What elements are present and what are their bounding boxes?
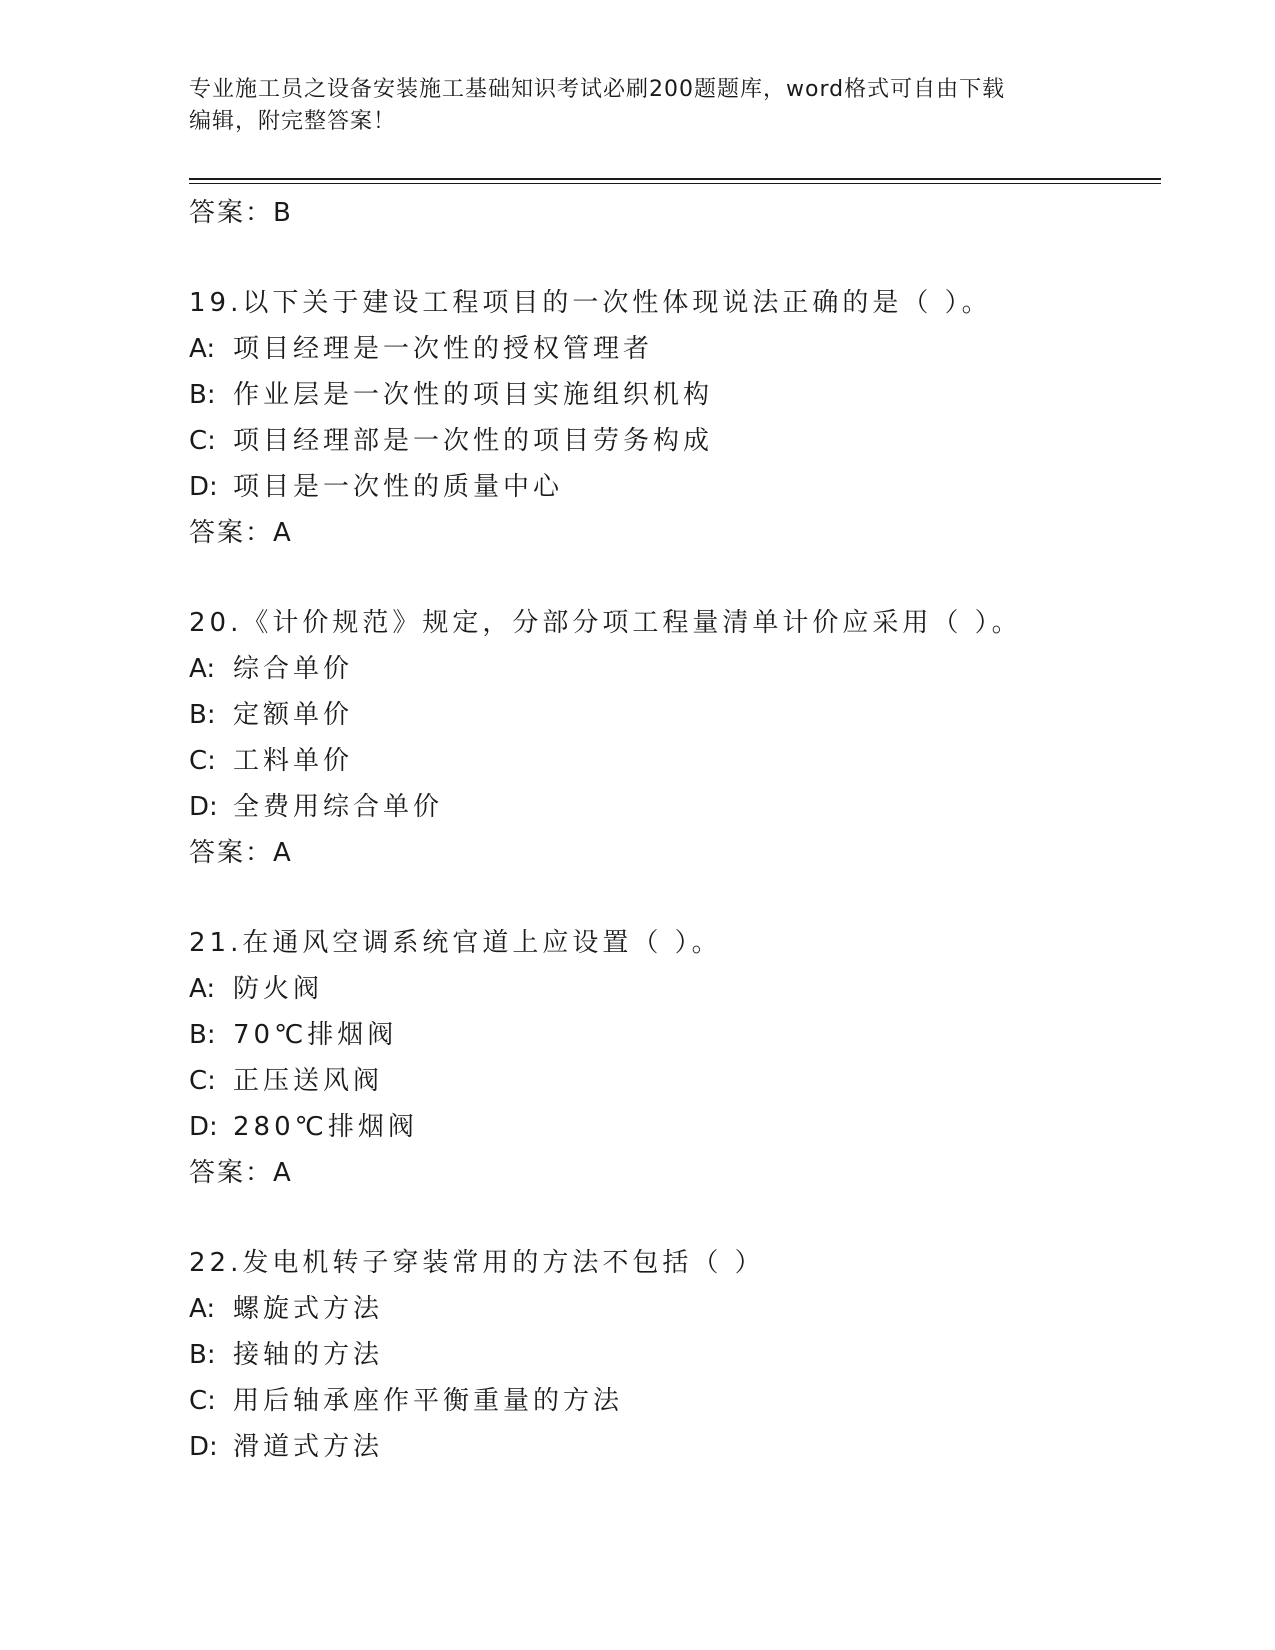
header-rule-thick bbox=[189, 178, 1161, 180]
option-b bbox=[189, 1012, 1149, 1058]
option-letter: B: bbox=[189, 380, 216, 410]
option-b bbox=[189, 692, 1149, 738]
option-a bbox=[189, 646, 1149, 692]
option-text: 正压送风阀 bbox=[233, 1066, 384, 1096]
option-c bbox=[189, 738, 1149, 784]
option-d bbox=[189, 784, 1149, 830]
question-block bbox=[189, 920, 1149, 1196]
option-letter: C: bbox=[189, 1386, 216, 1416]
option-text: 定额单价 bbox=[233, 700, 354, 730]
option-a bbox=[189, 966, 1149, 1012]
option-text: 用后轴承座作平衡重量的方法 bbox=[233, 1386, 624, 1416]
question-block bbox=[189, 600, 1149, 876]
answer-label: 答案：A bbox=[189, 518, 293, 548]
option-c bbox=[189, 1058, 1149, 1104]
option-letter: A: bbox=[189, 654, 216, 684]
option-text: 全费用综合单价 bbox=[233, 792, 444, 822]
option-d bbox=[189, 1424, 1149, 1470]
option-letter: D: bbox=[189, 1432, 218, 1462]
option-text: 70℃排烟阀 bbox=[233, 1020, 398, 1050]
question-block bbox=[189, 280, 1149, 556]
option-text: 项目经理是一次性的授权管理者 bbox=[233, 334, 654, 364]
question-text: 20.《计价规范》规定，分部分项工程量清单计价应采用（ ）。 bbox=[189, 608, 1022, 638]
option-letter: D: bbox=[189, 472, 218, 502]
question-block bbox=[189, 1240, 1149, 1470]
option-a bbox=[189, 326, 1149, 372]
option-text: 滑道式方法 bbox=[233, 1432, 384, 1462]
answer-label: 答案：B bbox=[189, 198, 293, 228]
option-c bbox=[189, 418, 1149, 464]
option-letter: A: bbox=[189, 334, 216, 364]
header-line-1: 专业施工员之设备安装施工基础知识考试必刷200题题库，word格式可自由下载 bbox=[189, 77, 1006, 102]
option-letter: C: bbox=[189, 426, 216, 456]
header-line-2: 编辑，附完整答案！ bbox=[189, 109, 397, 134]
option-letter: D: bbox=[189, 792, 218, 822]
option-d bbox=[189, 464, 1149, 510]
option-d bbox=[189, 1104, 1149, 1150]
option-letter: C: bbox=[189, 1066, 216, 1096]
option-text: 工料单价 bbox=[233, 746, 354, 776]
option-letter: D: bbox=[189, 1112, 218, 1142]
option-text: 项目经理部是一次性的项目劳务构成 bbox=[233, 426, 714, 456]
option-letter: C: bbox=[189, 746, 216, 776]
question-text: 21.在通风空调系统官道上应设置（ ）。 bbox=[189, 928, 722, 958]
option-letter: B: bbox=[189, 700, 216, 730]
answer-label: 答案：A bbox=[189, 1158, 293, 1188]
option-b bbox=[189, 372, 1149, 418]
option-text: 接轴的方法 bbox=[233, 1340, 384, 1370]
option-text: 280℃排烟阀 bbox=[233, 1112, 418, 1142]
question-text: 19.以下关于建设工程项目的一次性体现说法正确的是（ ）。 bbox=[189, 288, 992, 318]
option-b bbox=[189, 1332, 1149, 1378]
question-text: 22.发电机转子穿装常用的方法不包括（ ） bbox=[189, 1248, 765, 1278]
option-text: 作业层是一次性的项目实施组织机构 bbox=[233, 380, 714, 410]
header-rule-thin bbox=[189, 183, 1161, 184]
option-text: 防火阀 bbox=[233, 974, 324, 1004]
option-letter: A: bbox=[189, 1294, 216, 1324]
option-text: 综合单价 bbox=[233, 654, 354, 684]
option-a bbox=[189, 1286, 1149, 1332]
page-header bbox=[189, 74, 1069, 138]
option-letter: B: bbox=[189, 1340, 216, 1370]
option-c bbox=[189, 1378, 1149, 1424]
option-text: 螺旋式方法 bbox=[233, 1294, 384, 1324]
option-letter: A: bbox=[189, 974, 216, 1004]
option-letter: B: bbox=[189, 1020, 216, 1050]
option-text: 项目是一次性的质量中心 bbox=[233, 472, 564, 502]
question-list bbox=[189, 190, 1149, 1470]
answer-label: 答案：A bbox=[189, 838, 293, 868]
